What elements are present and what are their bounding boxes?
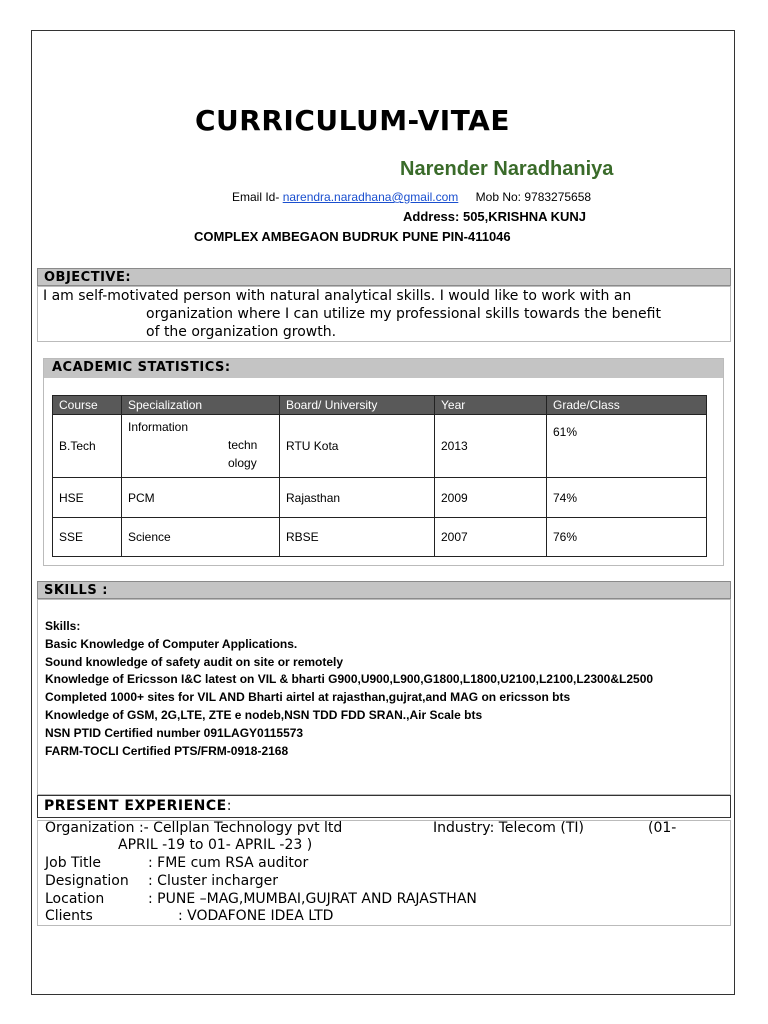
board-cell: RTU Kota	[280, 415, 435, 478]
skill-item: Knowledge of GSM, 2G,LTE, ZTE e nodeb,NSN TDD FDD SRAN.,Air Scale bts	[45, 707, 483, 722]
period-start: (01-	[648, 820, 677, 836]
skill-item: Knowledge of Ericsson I&C latest on VIL & bharti G900,U900,L900,G1800,L1800,U2100,L2100,L2300&L2500	[45, 672, 654, 687]
column-header: Specialization	[122, 396, 280, 415]
course-cell: B.Tech	[53, 415, 122, 478]
specialization-cell: PCM	[122, 478, 280, 518]
location-value: : PUNE –MAG,MUMBAI,GUJRAT AND RAJASTHAN	[148, 891, 477, 907]
period-range: APRIL -19 to 01- APRIL -23 )	[118, 837, 313, 853]
objective-line: I am self-motivated person with natural analytical skills. I would like to work with an	[43, 288, 632, 304]
academic-table	[52, 395, 707, 557]
address-line-1: Address: 505,KRISHNA KUNJ	[403, 209, 587, 224]
grade-cell: 74%	[547, 478, 707, 518]
email-label: Email Id-	[232, 190, 280, 204]
grade-cell: 61%	[547, 415, 707, 478]
organization-text: Organization :- Cellplan Technology pvt ltd	[45, 820, 343, 836]
experience-heading-colon: :	[226, 798, 232, 814]
year-cell: 2007	[435, 518, 547, 557]
candidate-name: Narender Naradhaniya	[400, 158, 614, 180]
specialization-text: techn	[228, 438, 258, 452]
table-header-row	[53, 396, 707, 415]
column-header: Year	[435, 396, 547, 415]
specialization-text: Information	[128, 420, 189, 434]
skills-list	[45, 618, 653, 760]
location-label: Location	[45, 891, 105, 907]
designation-label: Designation	[45, 873, 129, 889]
board-cell: RBSE	[280, 518, 435, 557]
course-cell: HSE	[53, 478, 122, 518]
objective-line: of the organization growth.	[146, 324, 337, 340]
contact-line	[232, 190, 591, 204]
experience-heading	[37, 795, 731, 818]
table-row	[53, 478, 707, 518]
skills-heading: SKILLS :	[37, 581, 731, 599]
email-link[interactable]: narendra.naradhana@gmail.com	[282, 190, 459, 204]
year-cell: 2013	[435, 415, 547, 478]
grade-cell: 76%	[547, 518, 707, 557]
objective-line: organization where I can utilize my professional skills towards the benefit	[146, 306, 661, 322]
job-title-label: Job Title	[45, 855, 102, 871]
specialization-cell: Science	[122, 518, 280, 557]
skill-item: Basic Knowledge of Computer Applications.	[45, 636, 298, 651]
column-header: Grade/Class	[547, 396, 707, 415]
specialization-text: ology	[228, 456, 257, 470]
clients-label: Clients	[45, 908, 93, 924]
column-header: Board/ University	[280, 396, 435, 415]
experience-heading-text: PRESENT EXPERIENCE	[44, 798, 227, 814]
skill-item: Sound knowledge of safety audit on site or remotely	[45, 654, 344, 669]
table-row	[53, 415, 707, 478]
board-cell: Rajasthan	[280, 478, 435, 518]
industry-text: Industry: Telecom (TI)	[433, 820, 584, 836]
specialization-cell	[122, 415, 280, 478]
skill-item: Completed 1000+ sites for VIL AND Bharti airtel at rajasthan,gujrat,and MAG on ericsson bts	[45, 690, 571, 705]
objective-heading: OBJECTIVE:	[37, 268, 731, 286]
skill-item: FARM-TOCLI Certified PTS/FRM-0918-2168	[45, 743, 289, 758]
job-title-value: : FME cum RSA auditor	[148, 855, 309, 871]
clients-value: : VODAFONE IDEA LTD	[178, 908, 334, 924]
skill-item: NSN PTID Certified number 091LAGY0115573	[45, 725, 304, 740]
year-cell: 2009	[435, 478, 547, 518]
academic-heading: ACADEMIC STATISTICS:	[44, 359, 723, 378]
course-cell: SSE	[53, 518, 122, 557]
address-line-2: COMPLEX AMBEGAON BUDRUK PUNE PIN-411046	[194, 229, 511, 244]
document-title: CURRICULUM-VITAE	[195, 104, 510, 137]
mobile-number: Mob No: 9783275658	[475, 190, 592, 204]
skill-item: Skills:	[45, 619, 81, 633]
column-header: Course	[53, 396, 122, 415]
table-row	[53, 518, 707, 557]
designation-value: : Cluster incharger	[148, 873, 278, 889]
